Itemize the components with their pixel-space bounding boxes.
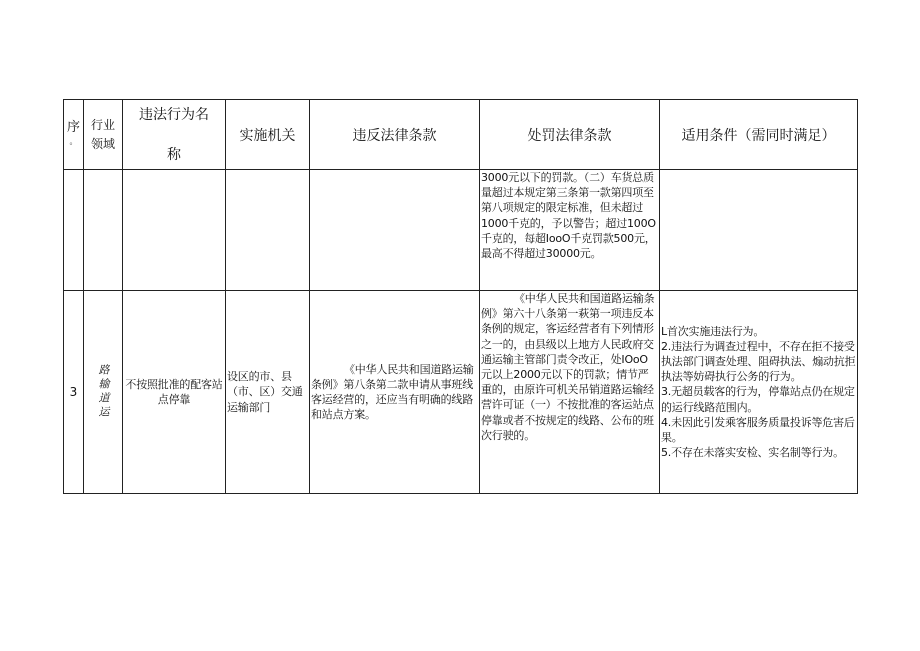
header-agency: 实施机关	[226, 100, 310, 170]
condition-item: L首次实施违法行为。	[661, 324, 765, 338]
row2-law: 《中华人民共和国道路运输条例》第八条第二款申请从事班线客运经营的，还应当有明确的线路和站点方案。	[310, 291, 480, 494]
row2-penalty: 《中华人民共和国道路运输条例》第六十八条第一萩第一项违反本条例的规定，客运经营者有下列情形之一的，由县级以上地方人民政府交通运输主管部门责令改正，处IOoO元以上2000元以下的罚款；情节严重的，由原许可机关吊销道路运输经营许可证（一）不按批准的客运站点停靠或者不按规定的线路、公布的班次行驶的。	[480, 291, 660, 494]
row1-violation	[123, 170, 226, 291]
header-industry-line1: 行业	[90, 117, 115, 132]
header-conditions: 适用条件（需同时满足）	[660, 100, 858, 170]
row1-law	[310, 170, 480, 291]
header-row	[64, 100, 858, 170]
row2-industry: 路输道运	[97, 364, 110, 420]
row2-industry-cell	[84, 291, 123, 494]
row1-penalty: 3000元以下的罚款。（二）车货总质量超过本规定第三条第一款第四项至第八项规定的限定标准，但未超过1000千克的，予以警告；超过100O千克的，每超IooO千克罚款500元，最高不得超过30000元。	[480, 170, 660, 291]
header-violation-line2: 称	[167, 146, 181, 163]
row2-conditions	[660, 291, 858, 494]
header-seq-mark: 。	[69, 136, 78, 146]
condition-item: 3.无超员载客的行为，停靠站点仍在规定的运行线路范围内。	[661, 385, 855, 414]
header-seq-text: 序	[66, 119, 80, 135]
row2-violation: 不按照批准的配客站点停靠	[123, 291, 226, 494]
row2-agency: 设区的市、县（市、区）交通运输部门	[226, 291, 310, 494]
condition-item: 2.违法行为调查过程中，不存在拒不接受执法部门调查处理、阻碍执法、煽动抗拒执法等妨碍执行公务的行为。	[661, 339, 856, 384]
header-violation-line1: 违法行为名	[139, 106, 209, 123]
condition-item: 5.不存在未落实安检、实名制等行为。	[661, 446, 844, 460]
regulation-table	[63, 99, 858, 494]
condition-item: 4.未因此引发乘客服务质量投诉等危害后果。	[661, 415, 855, 444]
row1-conditions	[660, 170, 858, 291]
row1-industry	[84, 170, 123, 291]
header-penalty: 处罚法律条款	[480, 100, 660, 170]
header-industry	[84, 100, 123, 170]
table-row	[64, 170, 858, 291]
header-violation	[123, 100, 226, 170]
row1-seq	[64, 170, 84, 291]
header-industry-line2: 领域	[90, 136, 115, 151]
row2-seq: 3	[64, 291, 84, 494]
header-law: 违反法律条款	[310, 100, 480, 170]
table-row	[64, 291, 858, 494]
header-seq	[64, 100, 84, 170]
row1-agency	[226, 170, 310, 291]
